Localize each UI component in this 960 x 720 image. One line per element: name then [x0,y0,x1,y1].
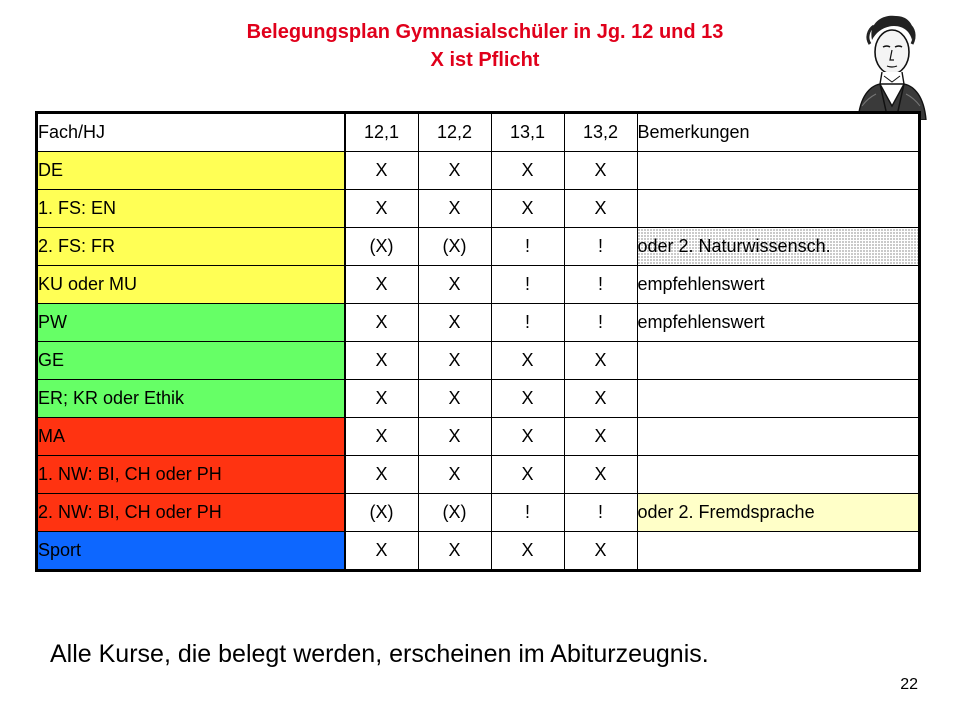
remark-cell [637,342,919,380]
semester-cell: (X) [418,494,491,532]
table-row [37,380,920,418]
remark-cell [637,456,919,494]
remark-cell [637,190,919,228]
subject-cell: GE [37,342,345,380]
remark-cell [637,418,919,456]
semester-cell: (X) [418,228,491,266]
semester-cell: X [564,532,637,571]
remark-cell [637,152,919,190]
semester-cell: (X) [345,494,419,532]
table-header-cell: Bemerkungen [637,113,919,152]
slide-title [130,18,840,74]
semester-cell: (X) [345,228,419,266]
semester-cell: X [491,380,564,418]
page-number: 22 [900,676,918,693]
semester-cell: X [491,152,564,190]
semester-cell: X [491,342,564,380]
semester-cell: X [564,380,637,418]
semester-cell: X [418,418,491,456]
subject-cell: 2. NW: BI, CH oder PH [37,494,345,532]
table-row [37,304,920,342]
semester-cell: X [491,532,564,571]
semester-cell: X [345,456,419,494]
semester-cell: ! [491,304,564,342]
semester-cell: X [345,342,419,380]
subject-cell: PW [37,304,345,342]
semester-cell: X [564,342,637,380]
remark-cell: empfehlenswert [637,266,919,304]
semester-cell: X [418,152,491,190]
remark-cell [637,532,919,571]
subject-cell: 1. FS: EN [37,190,345,228]
semester-cell: X [345,304,419,342]
subject-cell: KU oder MU [37,266,345,304]
subject-cell: DE [37,152,345,190]
table-header-cell: Fach/HJ [37,113,345,152]
table-row [37,152,920,190]
semester-cell: X [491,456,564,494]
subject-cell: MA [37,418,345,456]
title-line-1: Belegungsplan Gymnasialschüler in Jg. 12 und 13 [246,21,724,43]
semester-cell: X [418,380,491,418]
semester-cell: ! [491,266,564,304]
subject-cell: Sport [37,532,345,571]
semester-cell: X [345,190,419,228]
table-row [37,418,920,456]
footnote-text: Alle Kurse, die belegt werden, erscheinen im Abiturzeugnis. [50,640,709,668]
semester-cell: X [418,304,491,342]
semester-cell: ! [491,494,564,532]
semester-cell: ! [564,266,637,304]
table-header-cell: 12,1 [345,113,419,152]
title-line-2: X ist Pflicht [430,49,540,71]
semester-cell: X [418,190,491,228]
subject-cell: ER; KR oder Ethik [37,380,345,418]
semester-cell: X [418,342,491,380]
table-row [37,532,920,571]
subject-cell: 1. NW: BI, CH oder PH [37,456,345,494]
remark-cell [637,380,919,418]
remark-cell: empfehlenswert [637,304,919,342]
table-header-cell: 12,2 [418,113,491,152]
table-header-row [37,113,920,152]
semester-cell: X [564,456,637,494]
table-row [37,494,920,532]
semester-cell: X [491,190,564,228]
semester-cell: X [418,266,491,304]
semester-cell: X [564,190,637,228]
table-row [37,342,920,380]
semester-cell: ! [564,304,637,342]
table-row [37,266,920,304]
semester-cell: X [345,532,419,571]
table-row [37,228,920,266]
semester-cell: X [345,380,419,418]
remark-cell: oder 2. Fremdsprache [637,494,919,532]
semester-cell: X [418,532,491,571]
semester-cell: ! [564,228,637,266]
subject-cell: 2. FS: FR [37,228,345,266]
table-header-cell: 13,1 [491,113,564,152]
semester-cell: X [345,266,419,304]
semester-cell: X [345,152,419,190]
semester-cell: X [564,152,637,190]
semester-cell: X [491,418,564,456]
semester-cell: X [418,456,491,494]
course-table [35,111,921,572]
table-row [37,190,920,228]
semester-cell: ! [491,228,564,266]
semester-cell: X [345,418,419,456]
semester-cell: ! [564,494,637,532]
semester-cell: X [564,418,637,456]
table-header-cell: 13,2 [564,113,637,152]
remark-cell: oder 2. Naturwissensch. [637,228,919,266]
table-row [37,456,920,494]
portrait-sketch-icon [850,10,930,120]
